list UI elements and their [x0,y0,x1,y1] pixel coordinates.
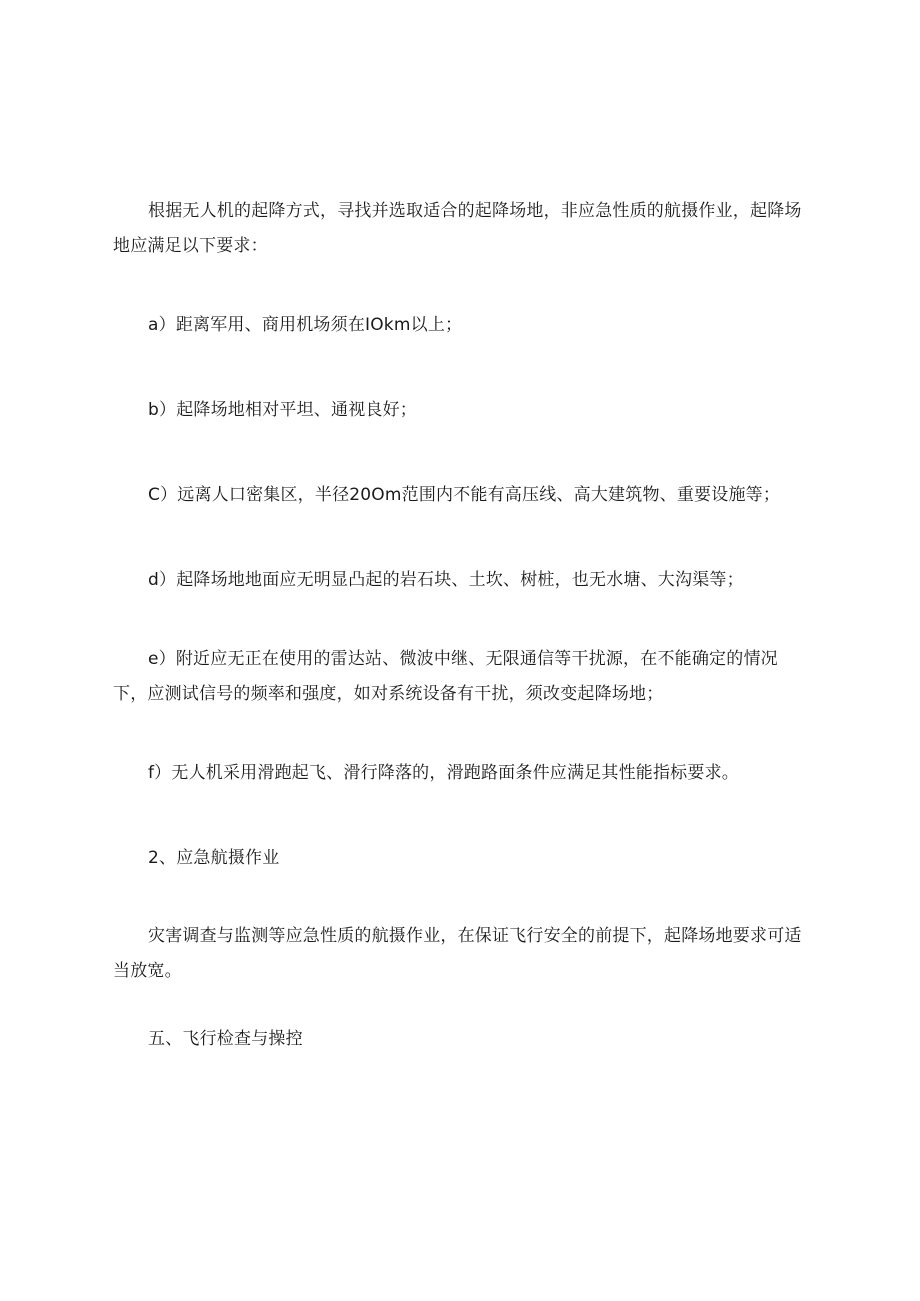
list-item-b: b）起降场地相对平坦、通视良好； [148,400,417,420]
list-item-f: f）无人机采用滑跑起飞、滑行降落的，滑跑路面条件应满足其性能指标要求。 [148,763,739,783]
list-item-c: C）远离人口密集区，半径20Om范围内不能有高压线、高大建筑物、重要设施等； [148,485,781,505]
list-item-d: d）起降场地地面应无明显凸起的岩石块、土坎、树桩，也无水塘、大沟渠等； [148,570,744,590]
paragraph-landing-site-intro: 根据无人机的起降方式，寻找并选取适合的起降场地，非应急性质的航摄作业，起降场地应满足以下要求： [113,201,802,256]
list-item-e: e）附近应无正在使用的雷达站、微波中继、无限通信等干扰源，在不能确定的情况下，应测试信号的频率和强度，如对系统设备有干扰，须改变起降场地； [113,649,778,704]
paragraph-emergency-note: 灾害调查与监测等应急性质的航摄作业，在保证飞行安全的前提下，起降场地要求可适当放宽。 [113,926,802,981]
section-heading-emergency: 2、应急航摄作业 [148,848,280,868]
list-item-a: a）距离军用、商用机场须在IOkm以上； [148,315,463,335]
chapter-heading-flight-inspection: 五、飞行检查与操控 [148,1029,303,1049]
